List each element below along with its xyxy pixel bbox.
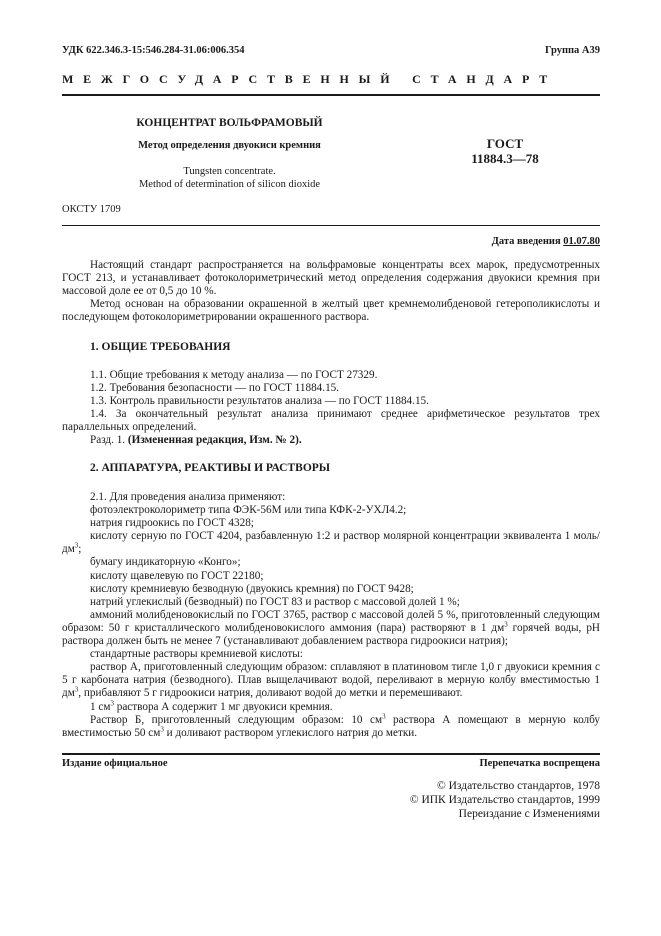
sup-cubic: 3: [160, 724, 164, 733]
sup-cubic: 3: [110, 698, 114, 707]
section-2-heading: 2. АППАРАТУРА, РЕАКТИВЫ И РАСТВОРЫ: [90, 462, 331, 474]
introduction-date: [492, 236, 600, 247]
solution-b-text-c: и доливают раствором углекислого натрия до метки.: [163, 726, 418, 739]
gost-number: 11884.3—78: [471, 151, 539, 166]
document-title: КОНЦЕНТРАТ ВОЛЬФРАМОВЫЙ: [136, 117, 323, 129]
reagent-sulfuric-acid-text: кислоту серную по ГОСТ 4204, разбавленную 1:2 и раствор молярной концентрации эквивалента 1 моль/дм: [62, 530, 600, 556]
okstu-code: ОКСТУ 1709: [62, 204, 121, 215]
gost-label: ГОСТ: [486, 136, 524, 151]
standard-banner: МЕЖГОСУДАРСТВЕННЫЙ СТАНДАРТ: [62, 72, 558, 86]
introduction-date-value: 01.07.80: [563, 236, 600, 247]
document-subtitle: Метод определения двуокиси кремния: [138, 140, 321, 151]
intro-paragraph-1: Настоящий стандарт распространяется на вольфрамовые концентраты всех марок, предусмотренных ГОСТ 213, и устанавливает фотоколориметрический метод определения содержания двуокиси кремния при массовой доле ее от 0,5 до 10 %.: [62, 259, 600, 298]
intro-text: [62, 259, 600, 324]
solution-b-text-b: раствора А помещают в мерную колбу вместимостью 50 см: [62, 713, 601, 739]
reagent-sodium-hydroxide: натрия гидроокись по ГОСТ 4328;: [90, 517, 254, 530]
english-title-1: Tungsten concentrate.: [183, 166, 276, 177]
copyright-1978: © Издательство стандартов, 1978: [436, 780, 600, 792]
reagent-oxalic-acid: кислоту щавелевую по ГОСТ 22180;: [90, 569, 264, 582]
item-2-1: 2.1. Для проведения анализа применяют:: [90, 491, 286, 503]
udk-code: УДК 622.346.3-15:546.284-31.06:006.354: [62, 45, 245, 56]
reagent-sodium-carbonate: натрий углекислый (безводный) по ГОСТ 83 и раствор с массовой долей 1 %;: [90, 595, 460, 608]
solution-a-text-b: , прибавляют 5 г гидроокиси натрия, доливают водой до метки и перемешивают.: [78, 687, 463, 700]
group-code: Группа А39: [544, 45, 600, 56]
item-1-1: 1.1. Общие требования к методу анализа — по ГОСТ 27329.: [90, 369, 378, 381]
standard-solutions-intro: стандартные растворы кремниевой кислоты:: [90, 648, 303, 661]
footer-rule: [62, 753, 600, 755]
sup-cubic: 3: [504, 620, 508, 629]
reagent-congo-paper: бумагу индикаторную «Конго»;: [90, 556, 241, 569]
section-1: [62, 341, 600, 354]
amendment-note: (Измененная редакция, Изм. № 2).: [127, 434, 302, 447]
reagent-sulfuric-acid: [62, 530, 600, 556]
section-2-items: [62, 491, 600, 740]
section-2: [62, 462, 600, 475]
sup-cubic: 3: [382, 711, 386, 720]
intro-paragraph-2: Метод основан на образовании окрашенной в желтый цвет кремнемолибденовой гетерополикислоты и последующем фотоколориметрировании окрашенного раствора.: [62, 298, 600, 324]
amendment-prefix: Разд. 1.: [90, 434, 126, 447]
official-edition: Издание официальное: [62, 758, 168, 769]
english-title-2: Method of determination of silicon dioxide: [138, 179, 321, 190]
item-1-4: 1.4. За окончательный результат анализа принимают среднее арифметическое результатов трех параллельных определений.: [62, 408, 600, 434]
reagent-ammonium-molybdate: [62, 609, 600, 648]
solution-b: [62, 711, 601, 740]
reagent-photocolorimeter: фотоэлектроколориметр типа ФЭК-56М или типа КФК-2-УХЛ4.2;: [90, 504, 407, 517]
reagent-sulfuric-acid-end: ;: [78, 543, 82, 556]
reprint-prohibited: Перепечатка воспрещена: [479, 758, 600, 769]
solution-a-content-b: раствора А содержит 1 мг двуокиси кремния.: [113, 700, 333, 713]
section-1-heading: 1. ОБЩИЕ ТРЕБОВАНИЯ: [90, 341, 231, 353]
reagent-ammonium-molybdate-a: аммоний молибденовокислый по ГОСТ 3765, раствор с массовой долей 5 %, приготовленный следующим образом: 50 г кристаллического молибденовокислого аммония (пара) растворяют в 1 дм: [62, 608, 600, 634]
solution-a-content-a: 1 см: [90, 700, 111, 713]
sup-cubic: 3: [74, 685, 79, 694]
item-1-2: 1.2. Требования безопасности — по ГОСТ 11884.15.: [90, 382, 340, 395]
solution-a-text-a: раствор А, приготовленный следующим образом: сплавляют в платиновом тигле 1,0 г двуокиси кремния с 5 г карбоната натрия (безводного). Плав выщелачивают водой, переливают в мерную колбу вместимостью 1 дм: [62, 661, 600, 700]
sup-cubic: 3: [74, 541, 79, 550]
item-1-3: 1.3. Контроль правильности результатов анализа — по ГОСТ 11884.15.: [90, 395, 429, 408]
solution-a: [62, 661, 600, 700]
solution-a-content: [62, 698, 600, 714]
reagent-ammonium-molybdate-b: горячей воды, pH раствора должен быть не менее 7 (устанавливают добавлением раствора гидроокиси натрия);: [62, 621, 600, 648]
reagent-silicic-acid: кислоту кремниевую безводную (двуокись кремния) по ГОСТ 9428;: [90, 582, 414, 595]
section-1-amendment: [62, 434, 600, 447]
copyright-1999: © ИПК Издательство стандартов, 1999: [409, 794, 600, 806]
section-1-items: [62, 369, 600, 448]
solution-b-text-a: Раствор Б, приготовленный следующим образом: 10 см: [90, 713, 383, 726]
top-rule: [62, 94, 600, 96]
introduction-date-label: Дата введения: [491, 236, 561, 247]
title-rule: [62, 225, 600, 226]
reprint-note: Переиздание с Изменениями: [458, 808, 600, 820]
